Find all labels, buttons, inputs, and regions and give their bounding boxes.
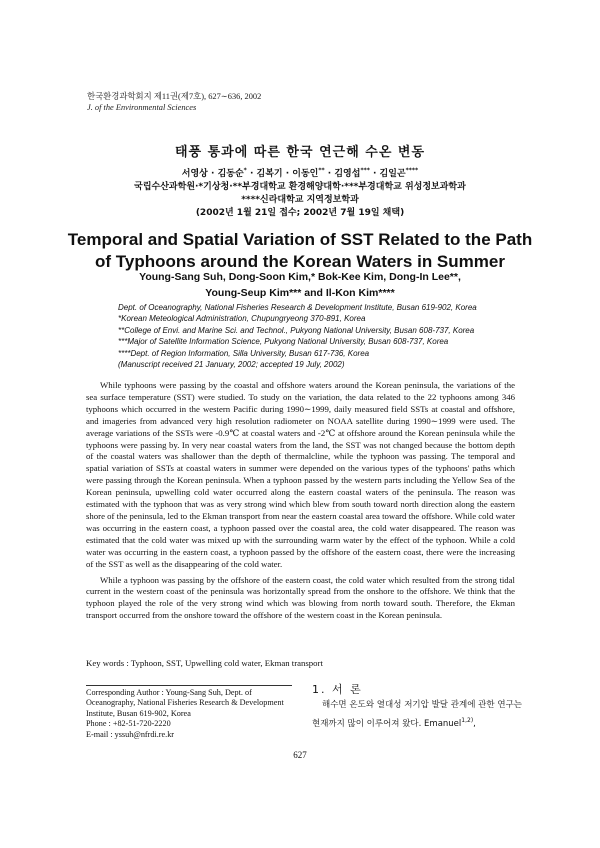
received-date-ko: (2002년 1월 21일 접수; 2002년 7월 19일 채택) bbox=[195, 208, 405, 218]
email: E-mail : yssuh@nfrdi.re.kr bbox=[86, 729, 175, 739]
corresponding-author: Corresponding Author : Young-Sang Suh, Dept. of Oceanography, National Fisheries Research & Development Institute, Busan 619-902, Korea bbox=[86, 688, 284, 718]
affiliation-ko-line: 국립수산과학원·*기상청·**부경대학교 환경해양대학·***부경대학교 위성정보과학과 bbox=[134, 182, 466, 192]
affiliation-line: Dept. of Oceanography, National Fisheries Research & Development Institute, Busan 619-902, Korea bbox=[118, 303, 477, 312]
manuscript-dates: (Manuscript received 21 January, 2002; accepted 19 July, 2002) bbox=[118, 360, 345, 370]
author-mark: * bbox=[243, 167, 247, 174]
title-english-line: Temporal and Spatial Variation of SST Related to the Path bbox=[67, 230, 533, 249]
authors-english-line: Young-Sang Suh, Dong-Soon Kim,* Bok-Kee Kim, Dong-In Lee**, bbox=[139, 271, 461, 283]
page-number: 627 bbox=[293, 750, 307, 760]
title-korean: 태풍 통과에 따른 한국 연근해 수온 변동 bbox=[174, 145, 426, 160]
phone: Phone : +82-51-720-2220 bbox=[86, 719, 171, 729]
affiliation-line: **College of Envi. and Marine Sci. and Technol., Pukyong National University, Busan 608-737, Korea bbox=[118, 325, 475, 335]
introduction-text bbox=[312, 698, 522, 732]
correspondence-footnote bbox=[86, 685, 292, 740]
author-mark: **** bbox=[405, 167, 419, 174]
author-ko: 서영상 bbox=[181, 169, 208, 179]
citation-ref: 1,2) bbox=[461, 717, 474, 724]
authors-english bbox=[0, 269, 600, 301]
abstract-paragraph: While typhoons were passing by the coastal and offshore waters around the Korean peninsula, the variations of the sea surface temperature (SST) were studied. To study on the variation, the data related to the 22 typhoons among 346 typhoons which occurred in the western Pacific during 1990∼1999, daily measured field SSTs at coastal and offshore, and imageries from advanced very high resolution radiometer on NOAA satellite during 1990∼1999 were used. The average variations of the SSTs were -0.9℃ at coastal waters and -2℃ at offshore around the Korean peninsula while the typhoons were passing by. In very near coastal waters from the land, the SST was not changed because the bottom depth of the coastal waters was shallower than the depth of thermalcline, while the typhoon was passing. The temporal and spatial variation of SSTs at coastal waters in summer were depended on the various types of the typhoons' paths which were passing through the Korean peninsula. When a typhoon passed by the western parts including the Yellow Sea of the Korean peninsula, upwelling cold water occurred along the eastern coastal waters of the peninsula. The reason was estimated with the typhoon that was as very strong wind which blew from south toward north direction along the eastern shore of the peninsula, led to the Ekman transport from near the eastern coastal area toward the offshore. While cold water was occurring in the eastern coast, a typhoon passed over the coastal area, the cold water disappeared. The reason was estimated that the cold water was mixed up with the surrounding warm water by the effect of the typhoon. While a cold water was occurring in the eastern coast, a typhoon passed by the offshore of the eastern coast, there were the increasing of the SST as well as the disappearing of the cold water. bbox=[86, 380, 515, 569]
introduction bbox=[312, 682, 522, 732]
korean-author-block bbox=[0, 164, 600, 220]
section-heading: 1. 서 론 bbox=[312, 683, 363, 696]
journal-citation-ko: 한국환경과학회지 제11권(제7호), 627∼636, 2002 bbox=[87, 92, 262, 101]
author-ko: 김영섭 bbox=[334, 169, 361, 179]
author-ko: 이동인 bbox=[292, 169, 319, 179]
title-english-line: of Typhoons around the Korean Waters in Summer bbox=[95, 252, 505, 271]
affiliation-ko-line: ****신라대학교 지역정보학과 bbox=[241, 195, 359, 205]
author-mark: *** bbox=[360, 167, 370, 174]
keywords: Key words : Typhoon, SST, Upwelling cold water, Ekman transport bbox=[86, 658, 323, 668]
affiliation-line: ***Major of Satellite Information Science, Pukyong National University, Busan 608-737, Korea bbox=[118, 337, 449, 347]
abstract-paragraph: While a typhoon was passing by the offshore of the eastern coast, the cold water which resulted from the strong tidal current in the western coast of the peninsula was horizontally spread from the onshore to the offshore. We think that the typhoon played the role of the very strong wind which was blowing from north toward south. Therefore, the Ekman transport occurred from the onshore toward the offshore of the western coast in the Korean peninsula. bbox=[86, 574, 515, 621]
author-ko: 김일곤 bbox=[379, 169, 406, 179]
affiliations-english bbox=[118, 302, 500, 370]
abstract bbox=[86, 380, 515, 622]
title-english bbox=[0, 229, 600, 273]
affiliation-line: ****Dept. of Region Information, Silla University, Busan 617-736, Korea bbox=[118, 348, 370, 358]
authors-english-line: Young-Seup Kim*** and Il-Kon Kim**** bbox=[205, 287, 395, 299]
affiliation-line: *Korean Meteological Administration, Chupungryeong 370-891, Korea bbox=[118, 314, 366, 324]
intro-tail: , bbox=[473, 718, 476, 729]
author-ko: 김동순 bbox=[217, 169, 244, 179]
authors-korean: 서영상 · 김동순* · 김복기 · 이동인** · 김영섭*** · 김일곤**** bbox=[181, 167, 419, 179]
author-ko: 김복기 bbox=[256, 169, 283, 179]
intro-sentence: 해수면 온도와 열대성 저기압 발달 관계에 관한 연구는 현재까지 많이 이루어져 왔다. Emanuel bbox=[312, 700, 522, 729]
author-mark: ** bbox=[318, 167, 325, 174]
journal-header bbox=[87, 91, 261, 113]
journal-name-en: J. of the Environmental Sciences bbox=[87, 103, 197, 112]
footnote-rule bbox=[86, 685, 292, 686]
